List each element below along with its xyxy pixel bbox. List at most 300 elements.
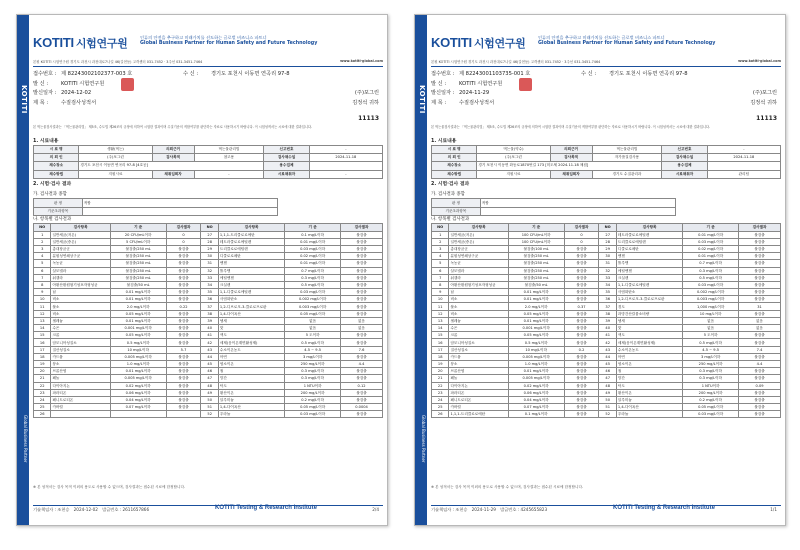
item-name: 디클로로메탄 xyxy=(218,253,284,260)
result: 불검출 xyxy=(564,281,599,288)
result: 불검출 xyxy=(564,289,599,296)
slogan xyxy=(538,35,783,46)
standard: 1 NTU이하 xyxy=(285,382,341,389)
standard: 불검출/100 mL xyxy=(508,245,564,252)
result: 없음 xyxy=(341,317,383,324)
result: 불검출 xyxy=(564,339,599,346)
standard: 0.5 mg/L이하 xyxy=(683,339,739,346)
result: 불검출 xyxy=(739,396,781,403)
result: 0.37 xyxy=(564,303,599,310)
col-result: 검사결과 xyxy=(564,224,599,232)
result: 불검출 xyxy=(166,260,201,267)
slogan-english: Global Business Partner for Human Safety and Future Technology xyxy=(140,40,318,46)
item-name: 맛 xyxy=(218,325,284,332)
result: 불검출 xyxy=(341,332,383,339)
result: 불검출 xyxy=(166,310,201,317)
result: 불검출 xyxy=(341,368,383,375)
row-no: 15 xyxy=(432,332,449,339)
legal-note: 본 먹는물검사결과는 「먹는물관리법」 제5조, 수도법 제26조의 규정에 의하여 시험한 결과이며 수질기준의 적합여부를 판단하는 자료로 사용하시기 바랍니다. 이 시험성적서는 시료에 대한 결과입니다. xyxy=(431,125,711,129)
item-name: 비소 xyxy=(449,296,508,303)
result: 불검출 xyxy=(739,353,781,360)
table-row xyxy=(432,389,781,396)
result: 불검출 xyxy=(341,296,383,303)
sample-value: 관리팀 xyxy=(707,170,780,178)
row-no: 28 xyxy=(599,238,616,245)
sample-value: 먹는물관리법 xyxy=(592,146,662,154)
row-no: 34 xyxy=(201,281,218,288)
table-row xyxy=(34,375,383,382)
row-no: 4 xyxy=(34,253,51,260)
row-no: 34 xyxy=(599,281,616,288)
col-item: 검사항목 xyxy=(218,224,284,232)
table-row xyxy=(432,360,781,367)
technical-manager: 기술책임자 : 조현승 xyxy=(33,507,70,512)
row-no: 51 xyxy=(201,404,218,411)
row-no: 3 xyxy=(432,245,449,252)
row-no: 14 xyxy=(432,325,449,332)
row-no: 13 xyxy=(34,317,51,324)
item-name: 살모넬라 xyxy=(449,267,508,274)
result: 불검출 xyxy=(341,375,383,382)
row-no: 49 xyxy=(201,389,218,396)
row-no: 41 xyxy=(599,332,616,339)
item-name: 트리클로로에틸렌 xyxy=(218,245,284,252)
row-no: 18 xyxy=(34,353,51,360)
row-no: 39 xyxy=(201,317,218,324)
result: 불검출 xyxy=(341,303,383,310)
receipt-no-label: 접수번호 : xyxy=(431,71,455,77)
item-name: 사염화탄소 xyxy=(218,296,284,303)
row-no: 40 xyxy=(201,325,218,332)
table-row xyxy=(432,238,781,245)
row-no: 8 xyxy=(432,281,449,288)
addressee: (주)포그린 xyxy=(354,90,379,97)
result: 0 xyxy=(564,238,599,245)
page-footer xyxy=(431,485,781,512)
result: 불검출 xyxy=(166,332,201,339)
item-name: 불소 xyxy=(449,303,508,310)
result: 0.22 xyxy=(166,303,201,310)
result: 불검출 xyxy=(166,396,201,403)
table-row xyxy=(34,231,383,238)
receiver-label: 수 신 : xyxy=(183,71,199,77)
result: 불검출 xyxy=(564,382,599,389)
item-name: 벤젠 xyxy=(218,260,284,267)
receipt-no-label: 접수번호 : xyxy=(33,71,57,77)
document-meta xyxy=(33,70,383,108)
footnote: ※ 본 성적서는 검사 목적 이외의 용도로 사용할 수 없으며, 검사결과는 접수된 시료에 한정합니다. xyxy=(431,485,584,489)
result: 불검출 xyxy=(564,396,599,403)
result: 불검출 xyxy=(739,332,781,339)
item-name: 일반세균(중온) xyxy=(51,238,110,245)
row-no: 22 xyxy=(34,382,51,389)
standard: 0.03 mg/L이하 xyxy=(285,245,341,252)
table-row xyxy=(34,317,383,324)
row-no: 31 xyxy=(599,260,616,267)
row-no: 23 xyxy=(432,389,449,396)
standard: 5 도이하 xyxy=(683,332,739,339)
side-band xyxy=(17,15,29,525)
side-footer: Global Business Partner xyxy=(23,415,28,463)
sample-key: 검사목적 xyxy=(152,154,194,162)
sample-value: 먹는물(약수) xyxy=(477,146,550,154)
legal-note: 본 먹는물검사결과는 「먹는물관리법」 제5조, 수도법 제26조의 규정에 의하여 시험한 결과이며 수질기준의 적합여부를 판단하는 자료로 사용하시기 바랍니다. 이 시험성적서는 시료에 대한 결과입니다. xyxy=(33,125,313,129)
website-link[interactable]: www.kotiti-global.com xyxy=(738,59,781,63)
result: 불검출 xyxy=(739,310,781,317)
row-no: 18 xyxy=(432,353,449,360)
result: 불검출 xyxy=(564,274,599,281)
standard: 0.5 mg/L이하 xyxy=(285,339,341,346)
standard: 불검출/250 mL xyxy=(110,253,166,260)
issue-date: 2024-11-29 xyxy=(459,90,490,97)
row-no: 23 xyxy=(34,389,51,396)
item-name: 1,2-디브로모-3-클로로프로판 xyxy=(218,303,284,310)
judgement-label: 판 정 xyxy=(432,199,481,208)
issue-no-label: 발급번호 : xyxy=(102,507,122,512)
item-name: 납 xyxy=(449,289,508,296)
standard: 3 mg/L이하 xyxy=(285,353,341,360)
standard: 0.002 mg/L이하 xyxy=(285,296,341,303)
item-name: 에틸벤젠 xyxy=(616,267,682,274)
result: 없음 xyxy=(739,325,781,332)
standard: 0.3 mg/L이하 xyxy=(683,375,739,382)
sample-value: (주)포그린 xyxy=(79,154,152,162)
standard: 0.05 mg/L이하 xyxy=(110,332,166,339)
col-no: NO xyxy=(201,224,218,232)
result: 불검출 xyxy=(739,296,781,303)
receipt-no: 제 82243002102377-003 호 xyxy=(61,71,133,77)
receiver: 경기도 포천시 이동면 연곡리 97-8 xyxy=(609,71,688,77)
table-row xyxy=(34,339,383,346)
standard: 3 mg/L이하 xyxy=(683,353,739,360)
result: 0.0004 xyxy=(341,404,383,411)
result: 불검출 xyxy=(166,296,201,303)
table-row xyxy=(34,267,383,274)
item-name: 톨루엔 xyxy=(218,267,284,274)
standard: 0.005 mg/L이하 xyxy=(508,353,564,360)
item-name: 아연 xyxy=(616,353,682,360)
standard: 10 mg/L이하 xyxy=(110,346,166,353)
result: 불검출 xyxy=(341,274,383,281)
table-row xyxy=(34,274,383,281)
summary-table xyxy=(33,198,278,216)
row-no: 19 xyxy=(432,360,449,367)
result: 불검출 xyxy=(166,274,201,281)
standard: 0.01 mg/L이하 xyxy=(508,289,564,296)
item-name: 다이아지논 xyxy=(449,382,508,389)
page-number: 1/1 xyxy=(770,507,777,512)
issue-no-label: 발급번호 : xyxy=(500,507,520,512)
standard: 0.3 mg/L이하 xyxy=(285,375,341,382)
item-name: 페놀 xyxy=(449,375,508,382)
row-no: 46 xyxy=(201,368,218,375)
item-name: 크실렌 xyxy=(218,281,284,288)
issue-no: 2611657866 xyxy=(122,507,150,512)
result: 불검출 xyxy=(739,289,781,296)
sample-key: 채수장소 xyxy=(432,162,477,170)
table-row xyxy=(432,274,781,281)
table-row xyxy=(34,238,383,245)
result: 불검출 xyxy=(166,289,201,296)
standard: 0.1 mg/L이하 xyxy=(285,231,341,238)
item-name: 붕소 xyxy=(449,360,508,367)
item-name: 알루미늄 xyxy=(218,396,284,403)
item-name: 철 xyxy=(218,368,284,375)
row-no: 10 xyxy=(34,296,51,303)
standard: 0.01 mg/L이하 xyxy=(508,296,564,303)
result: 불검출 xyxy=(739,389,781,396)
row-no: 7 xyxy=(432,274,449,281)
standard: 0.003 mg/L이하 xyxy=(285,303,341,310)
row-no: 45 xyxy=(599,360,616,367)
item-name: 냄새 xyxy=(616,317,682,324)
item-name: 황산이온 xyxy=(616,389,682,396)
row-no: 42 xyxy=(599,339,616,346)
sample-value: - xyxy=(194,170,264,178)
standard: 0.03 mg/L이하 xyxy=(285,289,341,296)
table-row xyxy=(432,382,781,389)
sample-location: 경기 포천시 이동면 화동로1870번길 173 [미도체 2024.11.18 채집] xyxy=(477,162,662,170)
sample-key: 채취입회자 xyxy=(152,170,194,178)
row-no: 37 xyxy=(599,303,616,310)
sample-value: 2024-11-18 xyxy=(309,154,382,162)
row-no: 7 xyxy=(34,274,51,281)
item-name: 질산성질소 xyxy=(449,346,508,353)
standard: 0.03 mg/L이하 xyxy=(683,411,739,418)
result: 불검출 xyxy=(166,317,201,324)
section-results: 2. 시험·검사 결과 xyxy=(431,182,470,187)
letterhead xyxy=(431,35,781,55)
standard: 0.5 mg/L이하 xyxy=(285,281,341,288)
row-no: 36 xyxy=(201,296,218,303)
standard: 4.5 ~ 9.5 xyxy=(683,346,739,353)
result: 4.4 xyxy=(739,360,781,367)
result: 불검출 xyxy=(341,253,383,260)
sample-info-table xyxy=(33,145,383,179)
standard: 없음 xyxy=(683,325,739,332)
row-no: 46 xyxy=(599,368,616,375)
row-no: 36 xyxy=(599,296,616,303)
result: 불검출 xyxy=(166,245,201,252)
standard: 불검출/250 mL xyxy=(508,260,564,267)
slogan-korean: 인류의 안전을 추구하고 미래가치를 선도하는 글로벌 비즈니스 파트너 xyxy=(140,35,267,40)
result: 불검출 xyxy=(739,375,781,382)
row-no: 9 xyxy=(34,289,51,296)
item-name: 세제(음이온계면활성제) xyxy=(616,339,682,346)
col-item: 검사항목 xyxy=(51,224,110,232)
result: 불검출 xyxy=(564,360,599,367)
standard: 0.05 mg/L이하 xyxy=(285,404,341,411)
result: 불검출 xyxy=(166,360,201,367)
standard: 0.005 mg/L이하 xyxy=(508,375,564,382)
result: 31 xyxy=(739,303,781,310)
result: 불검출 xyxy=(564,389,599,396)
receiver-label: 수 신 : xyxy=(581,71,597,77)
result: 불검출 xyxy=(341,289,383,296)
result: 불검출 xyxy=(564,267,599,274)
col-result: 검사결과 xyxy=(341,224,383,232)
nonconform-label: 기준초과항목 xyxy=(432,207,481,216)
subsection-summary: 가. 검사결과 종합 xyxy=(33,192,67,197)
result: 불검출 xyxy=(341,396,383,403)
table-row xyxy=(34,411,383,418)
standard: 0.7 mg/L이하 xyxy=(683,260,739,267)
item-name: 수은 xyxy=(51,325,110,332)
result: 불검출 xyxy=(739,253,781,260)
item-name: 비소 xyxy=(449,310,508,317)
row-no: 52 xyxy=(599,411,616,418)
row-no: 32 xyxy=(201,267,218,274)
item-name: 톨루엔 xyxy=(616,260,682,267)
result: 4.4 xyxy=(341,360,383,367)
item-name: 1,4-다이옥산 xyxy=(218,310,284,317)
side-footer: Global Business Partner xyxy=(421,415,426,463)
result: 불검출 xyxy=(166,368,201,375)
result: 불검출 xyxy=(739,238,781,245)
result: 불검출 xyxy=(341,310,383,317)
report-page-1 xyxy=(16,14,388,526)
result: 7.4 xyxy=(739,346,781,353)
row-no: 30 xyxy=(599,253,616,260)
table-row xyxy=(432,289,781,296)
standard: 0.3 mg/L이하 xyxy=(683,267,739,274)
side-logo: KOTITI xyxy=(418,85,426,114)
sample-info-table xyxy=(431,145,781,179)
standard: 0.02 mg/L이하 xyxy=(508,382,564,389)
result: 불검출 xyxy=(739,404,781,411)
result: 불검출 xyxy=(341,389,383,396)
item-name: 테트라클로로에틸렌 xyxy=(218,238,284,245)
footer-rule xyxy=(431,505,781,506)
receipt-no: 제 82243001103735-001 호 xyxy=(459,71,531,77)
item-name: 파라티온 xyxy=(449,389,508,396)
col-no: NO xyxy=(432,224,449,232)
result: 불검출 xyxy=(166,375,201,382)
address-text: 본원 KOTITI 시험연구원 경기도 과천시 과천대로7나길 46(갈현동) 고객센터 031-7452 · 3주선 031-3451-7464 xyxy=(431,60,601,64)
sample-key: 검사목적 xyxy=(550,154,592,162)
sender: KOTITI 시험연구원 xyxy=(459,80,503,87)
issue-date-label: 발신일자 : xyxy=(33,90,57,97)
row-no: 1 xyxy=(432,231,449,238)
item-name: 1,4-다이옥산 xyxy=(616,404,682,411)
standard: 불검출/250 mL xyxy=(110,274,166,281)
standard: 1,000 mg/L이하 xyxy=(683,303,739,310)
table-row xyxy=(34,353,383,360)
row-no: 17 xyxy=(34,346,51,353)
result: 불검출 xyxy=(166,404,201,411)
col-item: 검사항목 xyxy=(616,224,682,232)
row-no: 27 xyxy=(599,231,616,238)
table-row xyxy=(34,389,383,396)
item-name: 페놀 xyxy=(51,375,110,382)
table-row xyxy=(432,411,781,418)
sample-value: 자가품질검사용 xyxy=(592,154,662,162)
standard: 0.5 mg/L이하 xyxy=(683,274,739,281)
item-name: 1,1,1-트리클로로에탄 xyxy=(449,411,508,418)
item-name: 알루미늄 xyxy=(616,396,682,403)
document-number: 11113 xyxy=(756,115,777,122)
slogan-english: Global Business Partner for Human Safety and Future Technology xyxy=(538,40,716,46)
row-no: 44 xyxy=(599,353,616,360)
result: 불검출 xyxy=(739,411,781,418)
standard: 2.0 mg/L이하 xyxy=(110,303,166,310)
report-page-2 xyxy=(414,14,786,526)
result: 불검출 xyxy=(341,281,383,288)
table-row xyxy=(432,231,781,238)
row-no: 17 xyxy=(432,346,449,353)
row-no: 20 xyxy=(432,368,449,375)
item-name: 녹농균 xyxy=(449,260,508,267)
red-seal-stamp xyxy=(519,78,532,91)
result: 불검출 xyxy=(564,325,599,332)
standard: 불검출/250 mL xyxy=(508,253,564,260)
standard: 0.05 mg/L이하 xyxy=(508,310,564,317)
result: 불검출 xyxy=(341,339,383,346)
sample-key: 의뢰근거 xyxy=(152,146,194,154)
item-name: 맛 xyxy=(616,325,682,332)
result: 불검출 xyxy=(341,260,383,267)
table-row xyxy=(34,404,383,411)
table-row xyxy=(432,404,781,411)
page-number: 2/4 xyxy=(372,507,379,512)
standard: 없음 xyxy=(285,325,341,332)
row-no: 6 xyxy=(34,267,51,274)
standard: 0.01 mg/L이하 xyxy=(683,231,739,238)
website-link[interactable]: www.kotiti-global.com xyxy=(340,59,383,63)
row-no: 8 xyxy=(34,281,51,288)
letterhead xyxy=(33,35,383,55)
nonconform-value xyxy=(82,207,277,216)
standard: 0.07 mg/L이하 xyxy=(508,404,564,411)
item-name: 암모니아성질소 xyxy=(449,339,508,346)
standard: 0.002 mg/L이하 xyxy=(683,289,739,296)
page-content xyxy=(33,15,383,525)
row-no: 47 xyxy=(201,375,218,382)
row-no: 2 xyxy=(34,238,51,245)
item-name: 디클로로메탄 xyxy=(616,245,682,252)
result: 0.12 xyxy=(341,382,383,389)
item-name: 색도 xyxy=(218,332,284,339)
col-no: NO xyxy=(34,224,51,232)
row-no: 38 xyxy=(599,310,616,317)
table-row xyxy=(34,253,383,260)
address-line xyxy=(431,59,781,67)
standard: 0.05 mg/L이하 xyxy=(285,310,341,317)
standard: 0.3 mg/L이하 xyxy=(285,274,341,281)
result: 불검출 xyxy=(739,267,781,274)
standard: 250 mg/L이하 xyxy=(683,360,739,367)
standard: 0.02 mg/L이하 xyxy=(285,253,341,260)
sample-value: 생활(먹는) xyxy=(79,146,152,154)
table-row xyxy=(432,332,781,339)
standard: 0.05 mg/L이하 xyxy=(683,404,739,411)
item-name: 납 xyxy=(51,289,110,296)
address-line xyxy=(33,59,383,67)
row-no: 35 xyxy=(201,289,218,296)
result: 불검출 xyxy=(166,389,201,396)
side-band xyxy=(415,15,427,525)
table-row xyxy=(34,296,383,303)
row-no: 11 xyxy=(432,303,449,310)
item-name: 암모니아성질소 xyxy=(51,339,110,346)
result: 불검출 xyxy=(564,260,599,267)
table-row xyxy=(34,325,383,332)
item-name: 비소 xyxy=(51,310,110,317)
row-no: 48 xyxy=(201,382,218,389)
row-no: 25 xyxy=(34,404,51,411)
item-name: 총대장균군 xyxy=(51,245,110,252)
standard: 0.2 mg/L이하 xyxy=(683,396,739,403)
